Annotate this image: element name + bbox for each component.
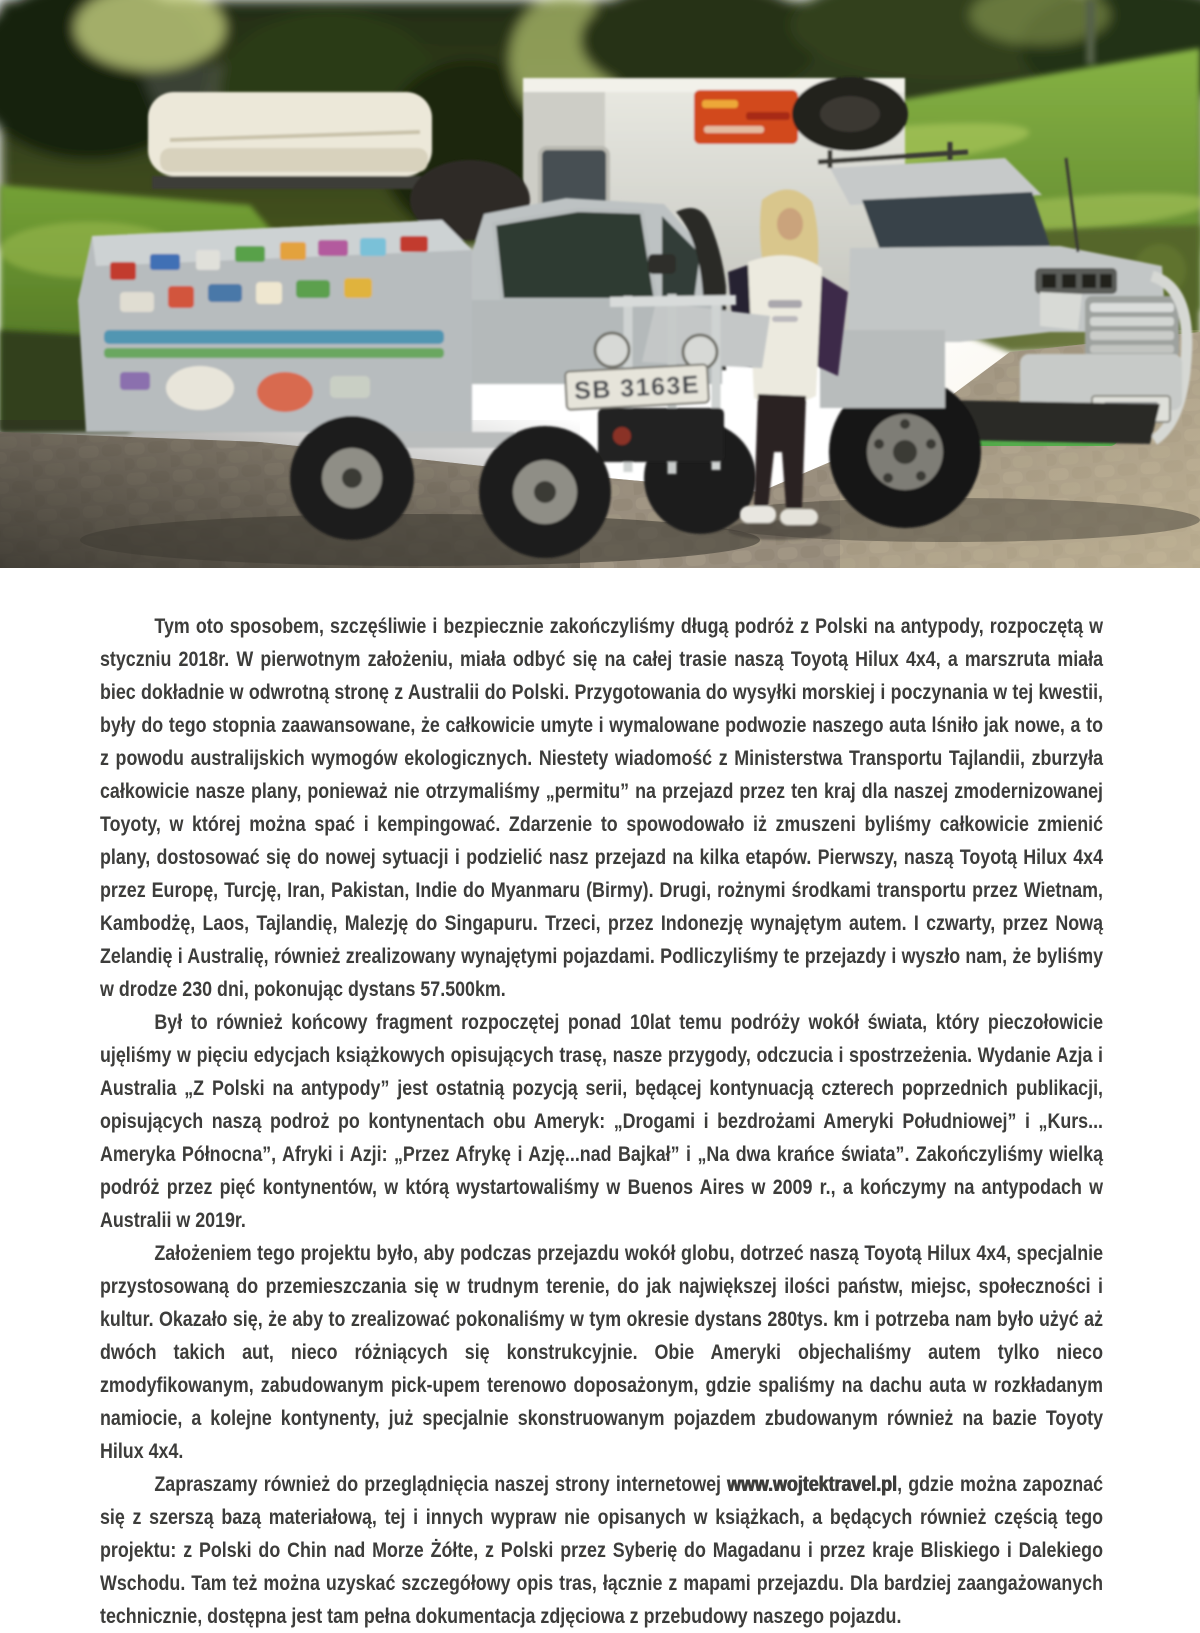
paragraph-1: Tym oto sposobem, szczęśliwie i bezpiecznie zakończyliśmy długą podróż z Polski na antypody, rozpoczętą w styczniu 2018r. W pierwotnym założeniu, miała odbyć się na całej trasie naszą Toyotą Hilux 4x4, a marszruta miała biec dokładnie w odwrotną stronę z Australii do Polski. Przygotowania do wysyłki morskiej i poczynania w tej kwestii, były do tego stopnia zaawansowane, że całkowicie umyte i wymalowane podwozie naszego auta lśniło jak nowe, a to z powodu australijskich wymogów ekologicznych. Niestety wiadomość z Ministerstwa Transportu Tajlandii, zburzyła całkowicie nasze plany, ponieważ nie otrzymaliśmy „permitu” na przejazd przez ten kraj dla naszej zmodernizowanej Toyoty, w której można spać i kempingować. Zdarzenie to spowodowało iż zmuszeni byliśmy całkowicie zmienić plany, dostosować się do nowej sytuacji i podzielić nasz przejazd na kilka etapów. Pierwszy, naszą Toyotą Hilux 4x4 przez Europę, Turcję, Iran, Pakistan, Indie do Myanmaru (Birmy). Drugi, rożnymi środkami transportu przez Wietnam, Kambodżę, Laos, Tajlandię, Malezję do Singapuru. Trzeci, przez Indonezję wynajętym autem. I czwarty, przez Nową Zelandię i Australię, również zrealizowany wynajętymi pojazdami. Podliczyliśmy te przejazdy i wyszło nam, że byliśmy w drodze 230 dni, pokonując dystans 57.500km. bbox=[100, 615, 1103, 1001]
trip-photo bbox=[0, 0, 1200, 568]
windshield bbox=[862, 192, 1052, 252]
license-plate-text: SB 3163E bbox=[573, 370, 701, 406]
roof-box bbox=[148, 92, 432, 176]
paragraph-4-lead: Zapraszamy również do przeglądnięcia naszej strony internetowej bbox=[154, 1473, 728, 1496]
fence-post bbox=[1086, 0, 1095, 64]
page-text-column bbox=[100, 610, 1104, 1633]
sticker-canopy bbox=[78, 220, 472, 432]
shoe bbox=[780, 509, 818, 525]
paragraph-3: Założeniem tego projektu było, aby podczas przejazdu wokół globu, dotrzeć naszą Toyotą Hilux 4x4, specjalnie przystosowaną do przemieszczania się w trudnym terenie, do jak największej ilości państw, miejsc, społeczności i kultur. Okazało się, że aby to zrealizować pokonaliśmy w tym okresie dystans 280tys. km i potrzeba nam było użyć aż dwóch takich aut, nieco różniących się konstrukcyjnie. Obie Ameryki objechaliśmy autem tylko nieco zmodyfikowanym, zabudowanym pick-upem terenowo doposażonym, gdzie spaliśmy na dachu auta w rozkładanym namiocie, a kolejne kontynenty, już specjalnie skonstruowanym pojazdem zbudowanym również na bazie Toyoty Hilux 4x4. bbox=[100, 1242, 1103, 1463]
spare-tire bbox=[792, 77, 908, 151]
license-plate bbox=[565, 364, 709, 409]
shoe bbox=[740, 506, 776, 523]
website-url: www.wojtektravel.pl bbox=[727, 1473, 898, 1496]
front-wheel bbox=[479, 426, 611, 558]
door-window bbox=[494, 210, 656, 300]
grille bbox=[1085, 296, 1179, 358]
roof-rack bbox=[152, 176, 458, 189]
headlight bbox=[1040, 292, 1082, 330]
paragraph-2: Był to również końcowy fragment rozpoczętej ponad 10lat temu podróży wokół świata, który pieczołowicie ujęliśmy w pięciu edycjach książkowych opisujących trasę, nasze przygody, odczucia i spostrzeżenia. Wydanie Azja i Australia „Z Polski na antypody” jest ostatnią pozycją serii, będącej kontynuacją czterech poprzednich publikacji, opisujących naszą podroż po kontynentach obu Ameryk: „Drogami i bezdrożami Ameryki Południowej” i „Kurs... Ameryka Północna”, Afryki i Azji: „Przez Afrykę i Azję...nad Bajkał” i „Na dwa krańce świata”. Zakończyliśmy wielką podróż przez pięć kontynentów, w którą wystartowaliśmy w Buenos Aires w 2009 r., a kończymy na antypodach w Australii w 2019r. bbox=[100, 1011, 1103, 1232]
paragraph-4 bbox=[100, 1468, 1103, 1633]
face bbox=[777, 208, 803, 240]
spotlight bbox=[595, 333, 629, 367]
side-mirror bbox=[648, 254, 676, 274]
banner-sign bbox=[694, 90, 798, 144]
rear-wheel bbox=[290, 416, 414, 540]
paragraph-4-tail: , gdzie można zapoznać się z szerszą bazą materiałową, tej i innych wypraw nie opisanych w książkach, a będących również częścią tego projektu: z Polski do Chin nad Morze Żółte, z Polski przez Syberię do Magadanu i przez kraje Bliskiego i Dalekiego Wschodu. Tam też można uzyskać szczegółowy opis tras, łącznie z mapami przejazdu. Dla bardziej zaangażowanych technicznie, dostępna jest tam pełna dokumentacja zdjęciowa z przebudowy naszego pojazdu. bbox=[100, 1473, 1103, 1628]
